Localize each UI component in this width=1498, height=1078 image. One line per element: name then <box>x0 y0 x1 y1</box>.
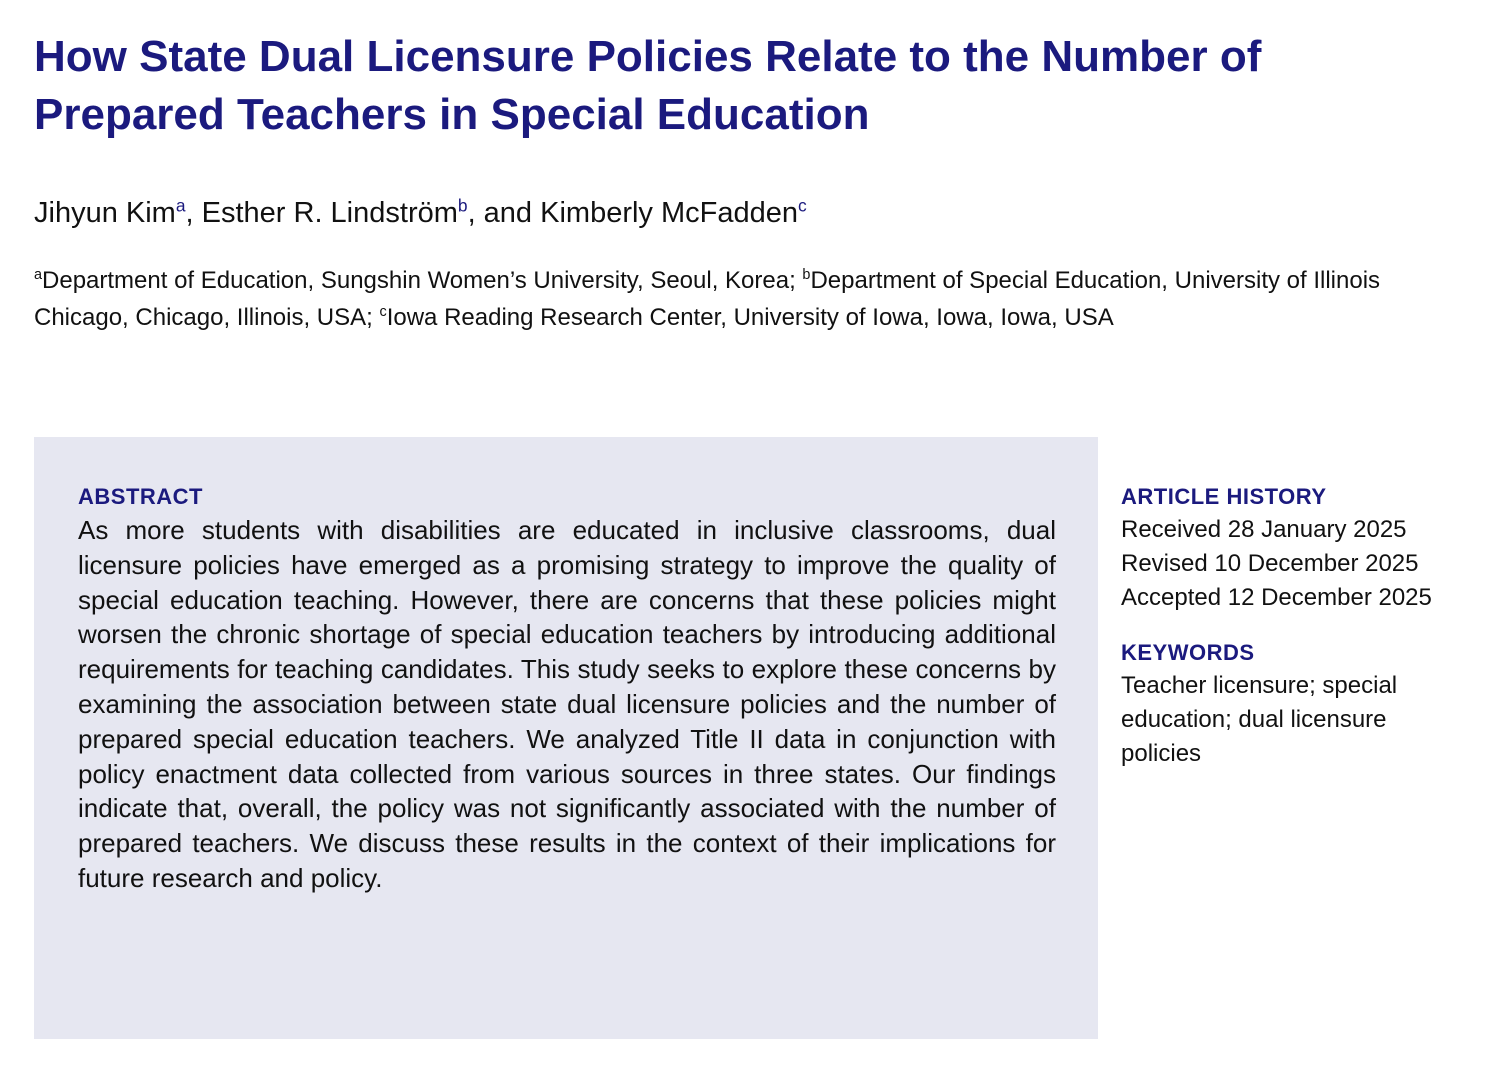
author-name: Kimberly McFadden <box>540 197 798 229</box>
revised-date: Revised 10 December 2025 <box>1121 550 1419 577</box>
abstract-content <box>78 481 1056 896</box>
keywords-text: Teacher licensure; special education; dual licensure policies <box>1121 672 1398 767</box>
article-title: How State Dual Licensure Policies Relate to the Number of Prepared Teachers in Special Education <box>34 32 1262 139</box>
abstract-panel <box>34 437 1098 1039</box>
affiliation-marker: a <box>34 267 43 283</box>
affiliations <box>34 262 1454 336</box>
affiliation-marker: c <box>379 304 387 320</box>
affiliation-text: Department of Special Education, University of Illinois Chicago, Chicago, Illinois, USA; <box>34 267 1381 331</box>
affiliation-text: Department of Education, Sungshin Women’s University, Seoul, Korea; <box>42 267 803 294</box>
author-name: Jihyun Kim <box>34 197 176 229</box>
affiliation-marker: b <box>802 267 811 283</box>
accepted-date: Accepted 12 December 2025 <box>1121 584 1432 611</box>
abstract-text: As more students with disabilities are educated in inclusive classrooms, dual licensure policies have emerged as a promising strategy to improve the quality of special education teaching. However, there are concerns that these policies might worsen the chronic shortage of special education teachers by introducing additional requirements for teaching candidates. This study seeks to explore these concerns by examining the association between state dual licensure policies and the number of prepared special education teachers. We analyzed Title II data in conjunction with policy enactment data collected from various sources in three states. Our findings indicate that, overall, the policy was not significantly associated with the number of prepared teachers. We discuss these results in the context of their implications for future research and policy. <box>78 515 1056 893</box>
author-affiliation-marker: a <box>175 195 186 216</box>
author-name: Esther R. Lindström <box>201 197 458 229</box>
author-separator: , <box>185 197 202 229</box>
keywords <box>1121 637 1461 771</box>
article-history <box>1121 481 1461 615</box>
author-list <box>34 193 807 233</box>
affiliation-text: Iowa Reading Research Center, University of Iowa, Iowa, Iowa, USA <box>386 304 1114 331</box>
abstract-heading: ABSTRACT <box>78 484 203 509</box>
author-affiliation-marker: c <box>798 195 807 216</box>
article-sidebar <box>1121 481 1461 771</box>
author-affiliation-marker: b <box>457 195 468 216</box>
received-date: Received 28 January 2025 <box>1121 516 1407 543</box>
article-history-heading: ARTICLE HISTORY <box>1121 484 1327 509</box>
keywords-heading: KEYWORDS <box>1121 640 1255 665</box>
author-separator: , and <box>467 197 541 229</box>
